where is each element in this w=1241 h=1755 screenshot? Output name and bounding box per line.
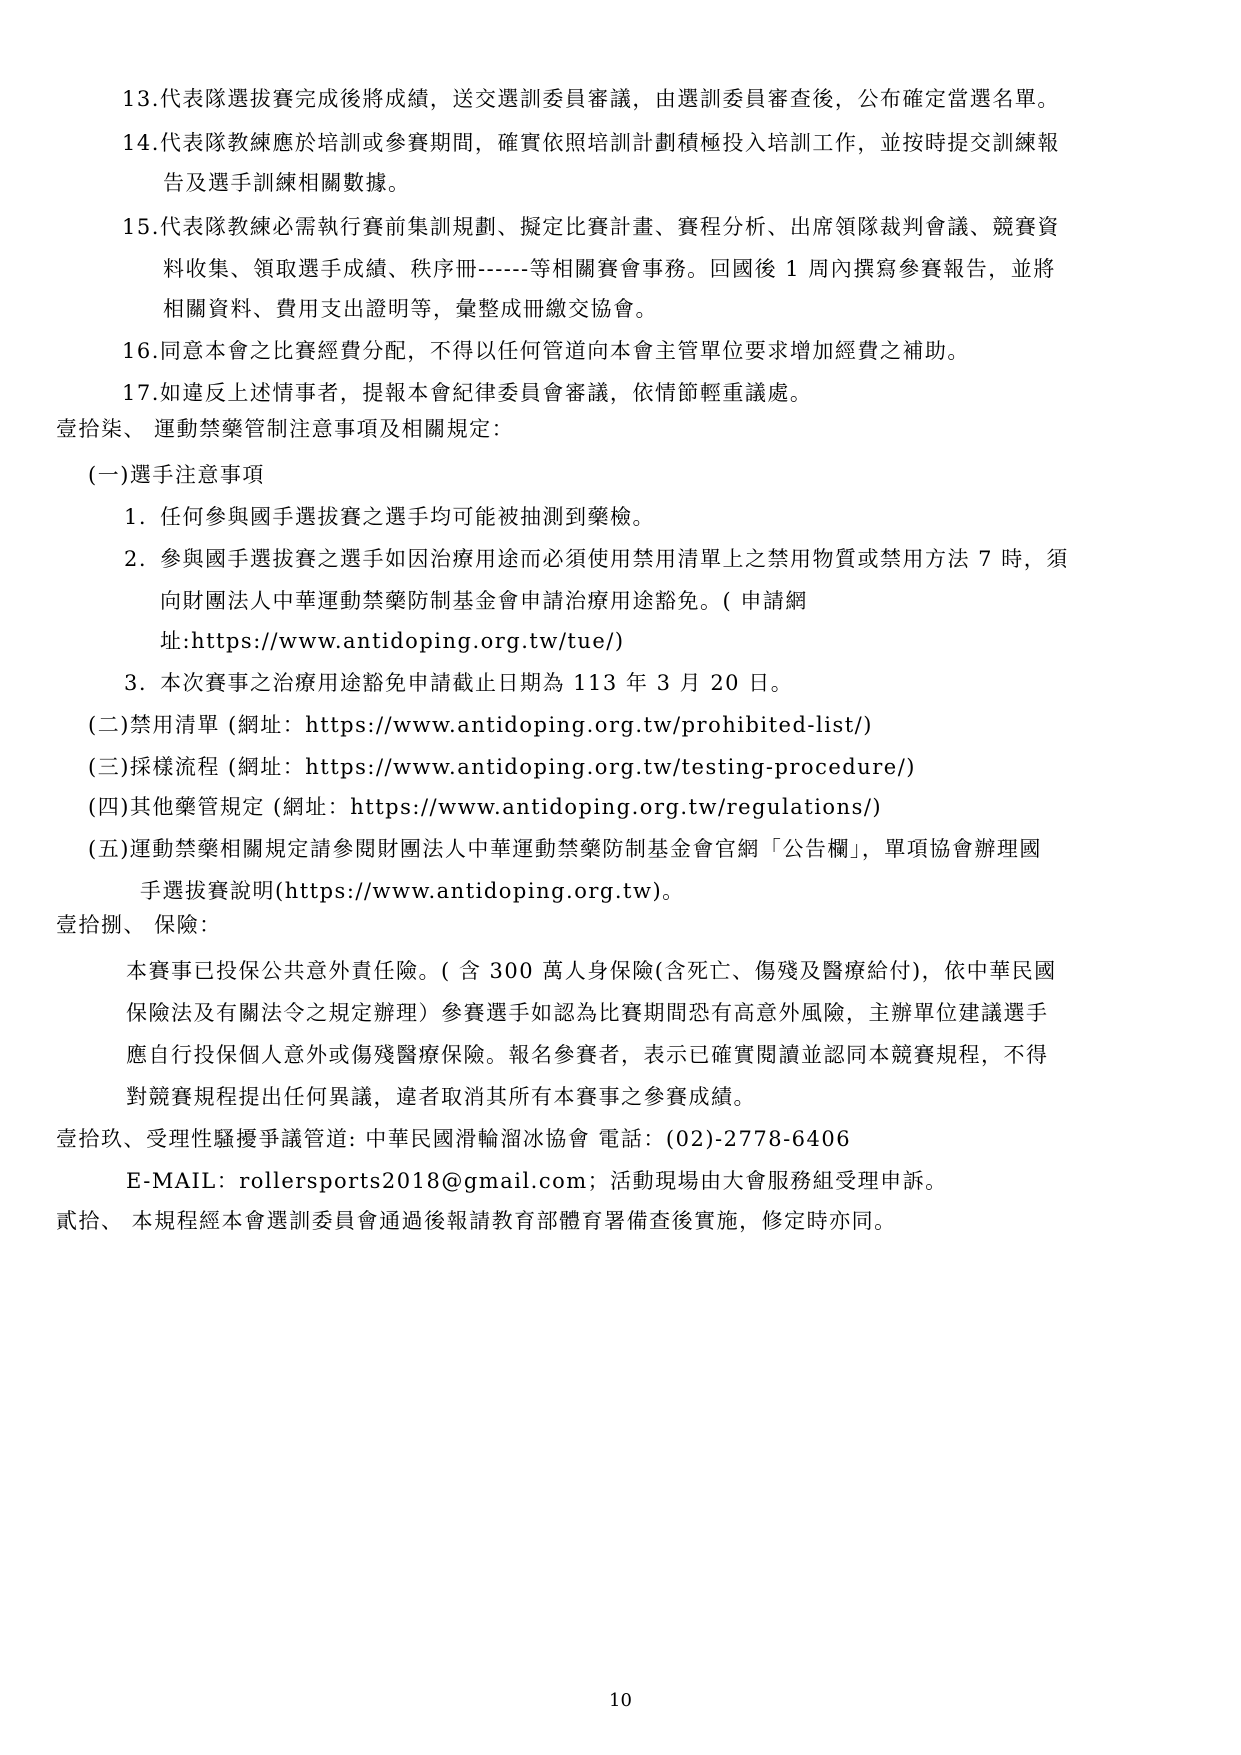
list-item-15-cont-1: 料收集、領取選手成績、秩序冊------等相關賽會事務。回國後 1 周內撰寫參賽報告，並將 — [163, 257, 1056, 281]
section-17-sub-5: (五)運動禁藥相關規定請參閱財團法人中華運動禁藥防制基金會官網「公告欄」，單項協會辦理國 — [88, 837, 1042, 861]
section-18-heading: 壹拾捌、 保險： — [56, 913, 222, 937]
page-number: 10 — [609, 1690, 632, 1711]
item-text: 如違反上述情事者，提報本會紀律委員會審議，依情節輕重議處。 — [159, 381, 813, 405]
doping-item-2 — [124, 546, 1069, 572]
item-number: 17. — [122, 381, 160, 405]
item-number: 1. — [124, 505, 148, 529]
section-19-heading: 壹拾玖、受理性騷擾爭議管道: 中華民國滑輪溜冰協會 電話：(02)-2778-6406 — [56, 1127, 852, 1151]
item-text: 任何參與國手選拔賽之選手均可能被抽測到藥檢。 — [160, 505, 655, 529]
item-number: 3. — [124, 671, 148, 695]
section-17-sub-3: (三)採樣流程 (網址：https://www.antidoping.org.tw/testing-procedure/) — [88, 755, 916, 779]
doping-item-3 — [124, 670, 793, 696]
list-item-16 — [122, 338, 970, 364]
item-number: 14. — [122, 131, 160, 155]
section-17-sub-5-cont: 手選拔賽說明(https://www.antidoping.org.tw)。 — [140, 879, 685, 903]
list-item-14-cont: 告及選手訓練相關數據。 — [163, 171, 411, 195]
section-19-email-line: E-MAIL：rollersports2018@gmail.com；活動現場由大會服務組受理申訴。 — [126, 1169, 948, 1193]
section-17-sub-4: (四)其他藥管規定 (網址：https://www.antidoping.org.tw/regulations/) — [88, 795, 883, 819]
item-number: 16. — [122, 339, 160, 363]
item-text: 參與國手選拔賽之選手如因治療用途而必須使用禁用清單上之禁用物質或禁用方法 7 時，須 — [160, 547, 1069, 571]
insurance-line-2: 保險法及有關法令之規定辦理）參賽選手如認為比賽期間恐有高意外風險，主辦單位建議選手 — [126, 1001, 1049, 1025]
section-17-sub-1: (一)選手注意事項 — [88, 463, 265, 487]
insurance-line-4: 對競賽規程提出任何異議，違者取消其所有本賽事之參賽成績。 — [126, 1085, 756, 1109]
item-text: 本次賽事之治療用途豁免申請截止日期為 113 年 3 月 20 日。 — [160, 671, 794, 695]
section-20-heading: 貳拾、 本規程經本會選訓委員會通過後報請教育部體育署備查後實施，修定時亦同。 — [56, 1209, 897, 1233]
list-item-13 — [122, 86, 1060, 112]
section-17-sub-2: (二)禁用清單 (網址：https://www.antidoping.org.tw/prohibited-list/) — [88, 713, 873, 737]
doping-item-2-cont-2: 址:https://www.antidoping.org.tw/tue/) — [160, 629, 625, 653]
item-text: 同意本會之比賽經費分配，不得以任何管道向本會主管單位要求增加經費之補助。 — [159, 339, 970, 363]
list-item-14 — [122, 130, 1060, 156]
list-item-15-cont-2: 相關資料、費用支出證明等，彙整成冊繳交協會。 — [163, 297, 658, 321]
item-text: 代表隊選拔賽完成後將成績，送交選訓委員審議，由選訓委員審查後，公布確定當選名單。 — [159, 87, 1060, 111]
insurance-line-3: 應自行投保個人意外或傷殘醫療保險。報名參賽者，表示已確實閱讀並認同本競賽規程，不得 — [126, 1043, 1049, 1067]
item-text: 代表隊教練應於培訓或參賽期間，確實依照培訓計劃積極投入培訓工作，並按時提交訓練報 — [159, 131, 1060, 155]
item-number: 2. — [124, 547, 148, 571]
list-item-15 — [122, 214, 1060, 240]
section-17-heading: 壹拾柒、 運動禁藥管制注意事項及相關規定： — [56, 417, 515, 441]
item-text: 代表隊教練必需執行賽前集訓規劃、擬定比賽計畫、賽程分析、出席領隊裁判會議、競賽資 — [159, 215, 1060, 239]
doping-item-1 — [124, 504, 655, 530]
doping-item-2-cont-1: 向財團法人中華運動禁藥防制基金會申請治療用途豁免。( 申請網 — [160, 589, 808, 613]
list-item-17 — [122, 380, 812, 406]
item-number: 13. — [122, 87, 160, 111]
item-number: 15. — [122, 215, 160, 239]
insurance-line-1: 本賽事已投保公共意外責任險。( 含 300 萬人身保險(含死亡、傷殘及醫療給付)，依中華民國 — [126, 959, 1057, 983]
